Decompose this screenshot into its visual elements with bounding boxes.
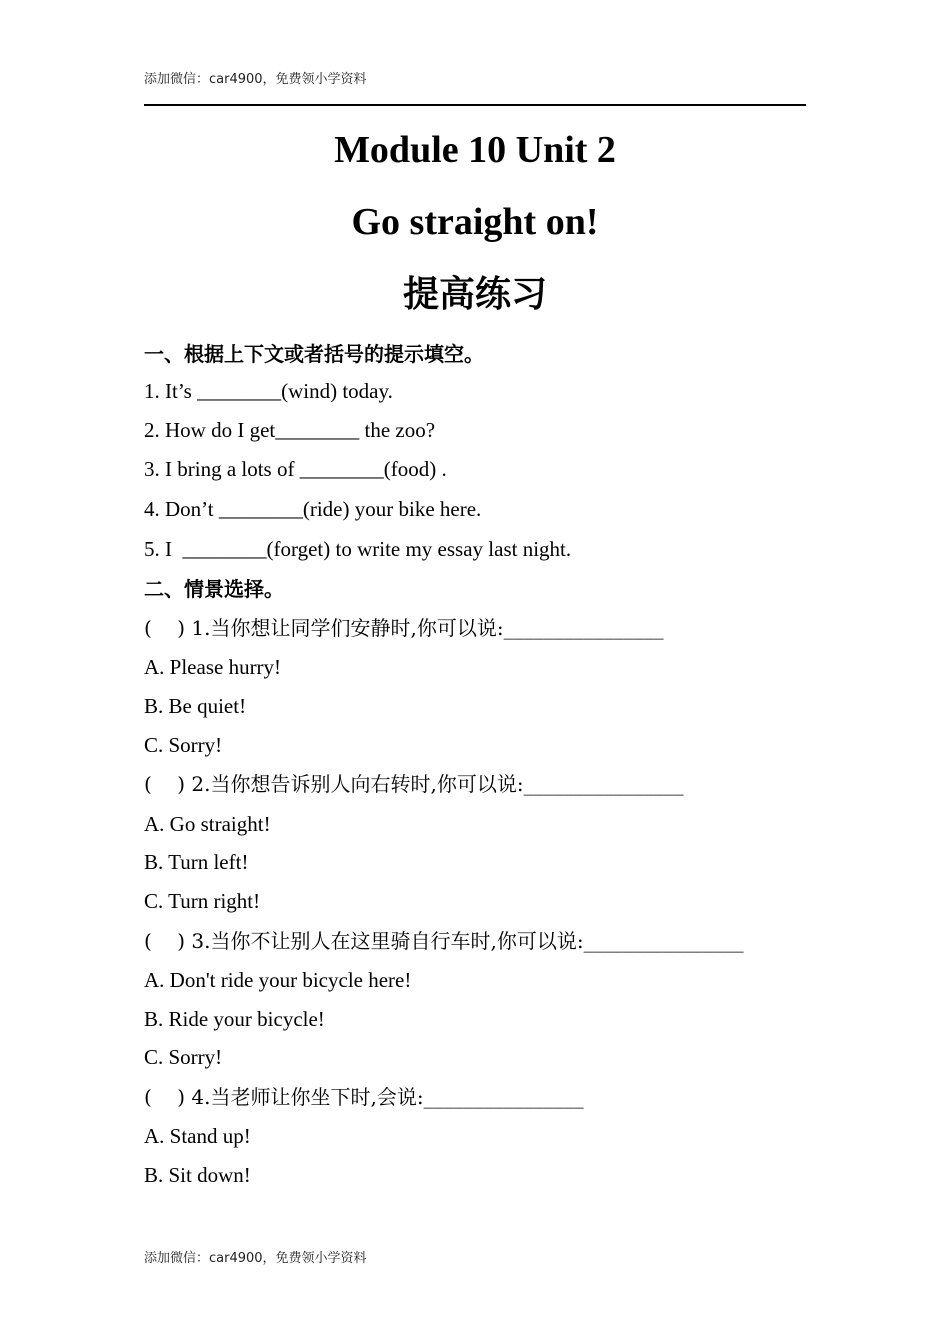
fill-item-1: 1. It’s ________(wind) today.	[144, 379, 393, 403]
question-4-option-a: A. Stand up!	[144, 1124, 251, 1148]
title-module: Module 10 Unit 2	[334, 129, 616, 171]
question-1-option-c: C. Sorry!	[144, 733, 223, 757]
question-4-prompt: ( ) 4.当老师让你坐下时,会说:________________	[144, 1085, 584, 1109]
question-3-option-a: A. Don't ride your bicycle here!	[144, 968, 412, 992]
section1-heading: 一、根据上下文或者括号的提示填空。	[144, 342, 484, 366]
fill-item-3: 3. I bring a lots of ________(food) .	[144, 457, 447, 481]
question-2-option-c: C. Turn right!	[144, 889, 261, 913]
title-practice: 提高练习	[402, 273, 547, 315]
header-note: 添加微信：car4900，免费领小学资料	[144, 72, 367, 87]
question-2-option-b: B. Turn left!	[144, 850, 249, 874]
question-1-option-b: B. Be quiet!	[144, 694, 247, 718]
question-3-prompt: ( ) 3.当你不让别人在这里骑自行车时,你可以说:________________	[144, 929, 744, 953]
question-1-option-a: A. Please hurry!	[144, 655, 282, 679]
title-lesson: Go straight on!	[351, 201, 599, 243]
question-1-prompt: ( ) 1.当你想让同学们安静时,你可以说:________________	[144, 616, 664, 640]
question-2-prompt: ( ) 2.当你想告诉别人向右转时,你可以说:________________	[144, 772, 684, 796]
question-3-option-c: C. Sorry!	[144, 1045, 223, 1069]
question-2-option-a: A. Go straight!	[144, 812, 271, 836]
question-3-option-b: B. Ride your bicycle!	[144, 1007, 325, 1031]
fill-item-5: 5. I ________(forget) to write my essay last night.	[144, 537, 572, 561]
header-rule	[144, 104, 806, 106]
question-4-option-b: B. Sit down!	[144, 1163, 251, 1187]
footer-note: 添加微信：car4900，免费领小学资料	[144, 1251, 367, 1266]
fill-item-4: 4. Don’t ________(ride) your bike here.	[144, 497, 482, 521]
section2-heading: 二、情景选择。	[144, 577, 284, 601]
fill-item-2: 2. How do I get________ the zoo?	[144, 418, 436, 442]
